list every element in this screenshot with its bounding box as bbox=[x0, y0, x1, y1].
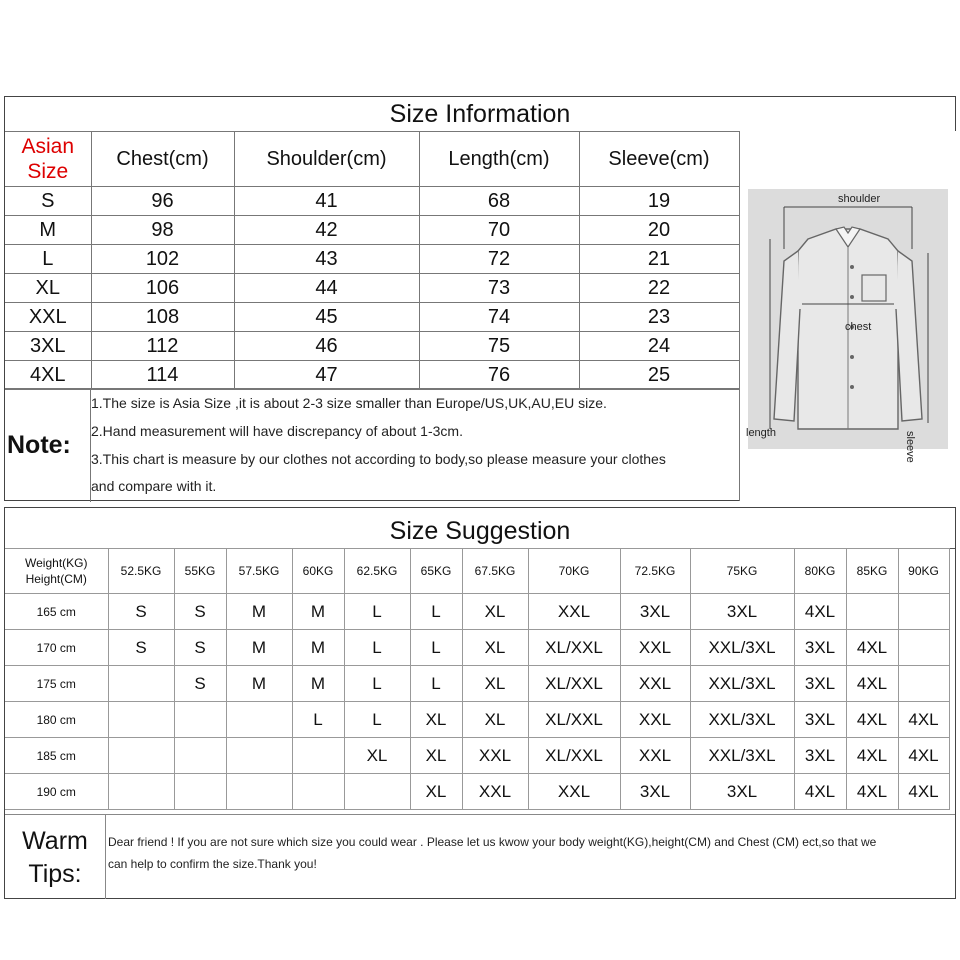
suggested-size-cell: M bbox=[226, 630, 292, 666]
notes-section bbox=[5, 388, 739, 502]
weight-col: 52.5KG bbox=[108, 549, 174, 594]
weight-height-corner bbox=[5, 549, 108, 594]
table-row bbox=[5, 274, 739, 303]
sleeve-value: 19 bbox=[579, 187, 739, 216]
shoulder-value: 47 bbox=[234, 361, 419, 390]
suggested-size-cell: XL bbox=[462, 630, 528, 666]
suggested-size-cell: XL bbox=[410, 774, 462, 810]
warm-label-line: Warm bbox=[22, 827, 88, 855]
shoulder-label: shoulder bbox=[838, 193, 881, 205]
length-value: 72 bbox=[419, 245, 579, 274]
suggested-size-cell: 4XL bbox=[898, 738, 949, 774]
height-label: 185 cm bbox=[5, 738, 108, 774]
suggested-size-cell: 4XL bbox=[846, 738, 898, 774]
table-row bbox=[5, 594, 949, 630]
suggested-size-cell: XL/XXL bbox=[528, 738, 620, 774]
suggested-size-cell: 3XL bbox=[620, 774, 690, 810]
suggested-size-cell: XL bbox=[344, 738, 410, 774]
height-label: 175 cm bbox=[5, 666, 108, 702]
size-suggestion-table bbox=[5, 548, 950, 810]
suggested-size-cell: S bbox=[174, 594, 226, 630]
sleeve-label: sleeve bbox=[904, 431, 916, 463]
suggested-size-cell: S bbox=[108, 594, 174, 630]
chest-value: 108 bbox=[91, 303, 234, 332]
suggestion-rows bbox=[5, 594, 949, 810]
table-row bbox=[5, 630, 949, 666]
size-table-header bbox=[5, 132, 739, 187]
suggested-size-cell: L bbox=[344, 702, 410, 738]
length-value: 68 bbox=[419, 187, 579, 216]
suggested-size-cell bbox=[292, 738, 344, 774]
warm-tips-section bbox=[5, 814, 955, 899]
weight-col: 67.5KG bbox=[462, 549, 528, 594]
table-row bbox=[5, 187, 739, 216]
suggested-size-cell: 3XL bbox=[690, 594, 794, 630]
suggested-size-cell bbox=[344, 774, 410, 810]
suggested-size-cell: 4XL bbox=[846, 666, 898, 702]
suggested-size-cell: XXL/3XL bbox=[690, 738, 794, 774]
size-label: M bbox=[5, 216, 91, 245]
weight-col: 85KG bbox=[846, 549, 898, 594]
table-row bbox=[5, 332, 739, 361]
length-value: 76 bbox=[419, 361, 579, 390]
suggested-size-cell: S bbox=[108, 630, 174, 666]
chest-value: 98 bbox=[91, 216, 234, 245]
suggested-size-cell bbox=[226, 738, 292, 774]
weight-header-row bbox=[5, 549, 949, 594]
col-sleeve: Sleeve(cm) bbox=[579, 132, 739, 187]
suggested-size-cell bbox=[108, 774, 174, 810]
suggested-size-cell: 3XL bbox=[794, 702, 846, 738]
height-label: 165 cm bbox=[5, 594, 108, 630]
suggested-size-cell: M bbox=[292, 666, 344, 702]
suggested-size-cell bbox=[174, 738, 226, 774]
suggested-size-cell: XL/XXL bbox=[528, 630, 620, 666]
size-label: S bbox=[5, 187, 91, 216]
shirt-diagram-svg bbox=[748, 189, 948, 449]
suggested-size-cell: 3XL bbox=[690, 774, 794, 810]
warm-tips-line-2: can help to confirm the size.Thank you! bbox=[108, 857, 317, 871]
suggested-size-cell bbox=[898, 630, 949, 666]
table-row bbox=[5, 245, 739, 274]
warm-tips-line-1: Dear friend ! If you are not sure which size you could wear . Please let us kwow your body weight(KG),height(CM) and Chest (CM) ect,so that we bbox=[108, 835, 877, 849]
suggested-size-cell bbox=[898, 594, 949, 630]
note-line-1: 1.The size is Asia Size ,it is about 2-3 size smaller than Europe/US,UK,AU,EU size. bbox=[91, 395, 607, 411]
note-line-2: 2.Hand measurement will have discrepancy of about 1-3cm. bbox=[91, 423, 463, 439]
button-icon bbox=[850, 295, 854, 299]
suggested-size-cell bbox=[292, 774, 344, 810]
size-label: XXL bbox=[5, 303, 91, 332]
suggested-size-cell: XL bbox=[462, 594, 528, 630]
size-label: 3XL bbox=[5, 332, 91, 361]
suggested-size-cell: S bbox=[174, 666, 226, 702]
table-row bbox=[5, 216, 739, 245]
shoulder-value: 46 bbox=[234, 332, 419, 361]
warm-tips-text bbox=[108, 831, 948, 875]
note-label: Note: bbox=[5, 389, 91, 502]
table-row bbox=[5, 666, 949, 702]
size-label: 4XL bbox=[5, 361, 91, 390]
suggested-size-cell: XXL bbox=[620, 738, 690, 774]
table-row bbox=[5, 361, 739, 390]
weight-col: 65KG bbox=[410, 549, 462, 594]
suggested-size-cell: XXL bbox=[620, 630, 690, 666]
length-value: 70 bbox=[419, 216, 579, 245]
suggested-size-cell: 4XL bbox=[794, 774, 846, 810]
suggested-size-cell: 4XL bbox=[846, 774, 898, 810]
suggested-size-cell: M bbox=[226, 666, 292, 702]
weight-col: 70KG bbox=[528, 549, 620, 594]
suggested-size-cell: L bbox=[410, 666, 462, 702]
chest-value: 114 bbox=[91, 361, 234, 390]
suggested-size-cell bbox=[108, 702, 174, 738]
sleeve-value: 21 bbox=[579, 245, 739, 274]
shoulder-value: 42 bbox=[234, 216, 419, 245]
suggested-size-cell: XXL bbox=[462, 738, 528, 774]
suggested-size-cell bbox=[108, 666, 174, 702]
suggested-size-cell: L bbox=[344, 666, 410, 702]
sleeve-value: 24 bbox=[579, 332, 739, 361]
size-label: L bbox=[5, 245, 91, 274]
table-row bbox=[5, 774, 949, 810]
size-table bbox=[5, 131, 740, 390]
length-value: 74 bbox=[419, 303, 579, 332]
suggested-size-cell: XL/XXL bbox=[528, 702, 620, 738]
suggested-size-cell: M bbox=[292, 630, 344, 666]
suggested-size-cell: 4XL bbox=[846, 702, 898, 738]
size-suggestion-section bbox=[4, 507, 956, 899]
suggested-size-cell: 4XL bbox=[846, 630, 898, 666]
suggested-size-cell: M bbox=[226, 594, 292, 630]
suggested-size-cell: XXL/3XL bbox=[690, 702, 794, 738]
suggested-size-cell bbox=[226, 702, 292, 738]
length-label: length bbox=[746, 427, 776, 439]
suggested-size-cell: XL bbox=[462, 702, 528, 738]
suggested-size-cell: S bbox=[174, 630, 226, 666]
chest-value: 96 bbox=[91, 187, 234, 216]
chest-value: 102 bbox=[91, 245, 234, 274]
shirt-diagram bbox=[748, 189, 948, 449]
height-label: 170 cm bbox=[5, 630, 108, 666]
suggested-size-cell: 3XL bbox=[620, 594, 690, 630]
size-suggestion-title: Size Suggestion bbox=[5, 508, 955, 549]
suggested-size-cell bbox=[174, 702, 226, 738]
tips-label-line: Tips: bbox=[28, 860, 82, 888]
sleeve-value: 25 bbox=[579, 361, 739, 390]
shoulder-value: 44 bbox=[234, 274, 419, 303]
weight-col: 72.5KG bbox=[620, 549, 690, 594]
suggested-size-cell: 4XL bbox=[898, 702, 949, 738]
weight-col: 60KG bbox=[292, 549, 344, 594]
shoulder-value: 43 bbox=[234, 245, 419, 274]
weight-col: 55KG bbox=[174, 549, 226, 594]
suggested-size-cell: XXL bbox=[528, 594, 620, 630]
suggested-size-cell: XL bbox=[410, 702, 462, 738]
suggested-size-cell: XXL bbox=[620, 702, 690, 738]
length-value: 75 bbox=[419, 332, 579, 361]
suggested-size-cell: 4XL bbox=[898, 774, 949, 810]
suggested-size-cell bbox=[108, 738, 174, 774]
chest-value: 106 bbox=[91, 274, 234, 303]
shirt-diagram-panel bbox=[739, 131, 956, 501]
col-shoulder: Shoulder(cm) bbox=[234, 132, 419, 187]
suggested-size-cell: M bbox=[292, 594, 344, 630]
shoulder-value: 45 bbox=[234, 303, 419, 332]
table-row bbox=[5, 702, 949, 738]
weight-axis-label: Weight(KG) bbox=[25, 556, 88, 570]
suggested-size-cell bbox=[174, 774, 226, 810]
button-icon bbox=[850, 355, 854, 359]
table-row bbox=[5, 738, 949, 774]
height-axis-label: Height(CM) bbox=[25, 572, 87, 586]
suggested-size-cell: XXL/3XL bbox=[690, 666, 794, 702]
suggested-size-cell: XL/XXL bbox=[528, 666, 620, 702]
note-line-4: and compare with it. bbox=[91, 478, 217, 494]
suggested-size-cell: L bbox=[344, 594, 410, 630]
height-label: 180 cm bbox=[5, 702, 108, 738]
suggested-size-cell: L bbox=[410, 594, 462, 630]
weight-col: 62.5KG bbox=[344, 549, 410, 594]
height-label: 190 cm bbox=[5, 774, 108, 810]
suggested-size-cell: XXL bbox=[528, 774, 620, 810]
length-value: 73 bbox=[419, 274, 579, 303]
suggested-size-cell: 3XL bbox=[794, 666, 846, 702]
suggested-size-cell: XXL/3XL bbox=[690, 630, 794, 666]
suggested-size-cell: XXL bbox=[620, 666, 690, 702]
size-information-section bbox=[4, 96, 956, 501]
shoulder-value: 41 bbox=[234, 187, 419, 216]
weight-col: 57.5KG bbox=[226, 549, 292, 594]
col-length: Length(cm) bbox=[419, 132, 579, 187]
suggested-size-cell bbox=[846, 594, 898, 630]
suggested-size-cell bbox=[226, 774, 292, 810]
note-line-3: 3.This chart is measure by our clothes not according to body,so please measure your clothes bbox=[91, 451, 666, 467]
suggested-size-cell: L bbox=[344, 630, 410, 666]
size-label: XL bbox=[5, 274, 91, 303]
sleeve-value: 20 bbox=[579, 216, 739, 245]
weight-col: 80KG bbox=[794, 549, 846, 594]
suggested-size-cell: L bbox=[292, 702, 344, 738]
sleeve-value: 22 bbox=[579, 274, 739, 303]
suggested-size-cell: 3XL bbox=[794, 738, 846, 774]
button-icon bbox=[850, 385, 854, 389]
button-icon bbox=[850, 265, 854, 269]
weight-col: 75KG bbox=[690, 549, 794, 594]
suggested-size-cell: 3XL bbox=[794, 630, 846, 666]
weight-col: 90KG bbox=[898, 549, 949, 594]
suggested-size-cell: XXL bbox=[462, 774, 528, 810]
chest-value: 112 bbox=[91, 332, 234, 361]
suggested-size-cell: XL bbox=[410, 738, 462, 774]
col-chest: Chest(cm) bbox=[91, 132, 234, 187]
asian-size-header: Asian Size bbox=[5, 132, 91, 187]
table-row bbox=[5, 303, 739, 332]
suggested-size-cell: L bbox=[410, 630, 462, 666]
warm-tips-label bbox=[5, 815, 106, 899]
sleeve-value: 23 bbox=[579, 303, 739, 332]
size-information-title: Size Information bbox=[5, 97, 955, 132]
suggested-size-cell: XL bbox=[462, 666, 528, 702]
suggested-size-cell: 4XL bbox=[794, 594, 846, 630]
chest-label: chest bbox=[845, 321, 872, 333]
suggested-size-cell bbox=[898, 666, 949, 702]
